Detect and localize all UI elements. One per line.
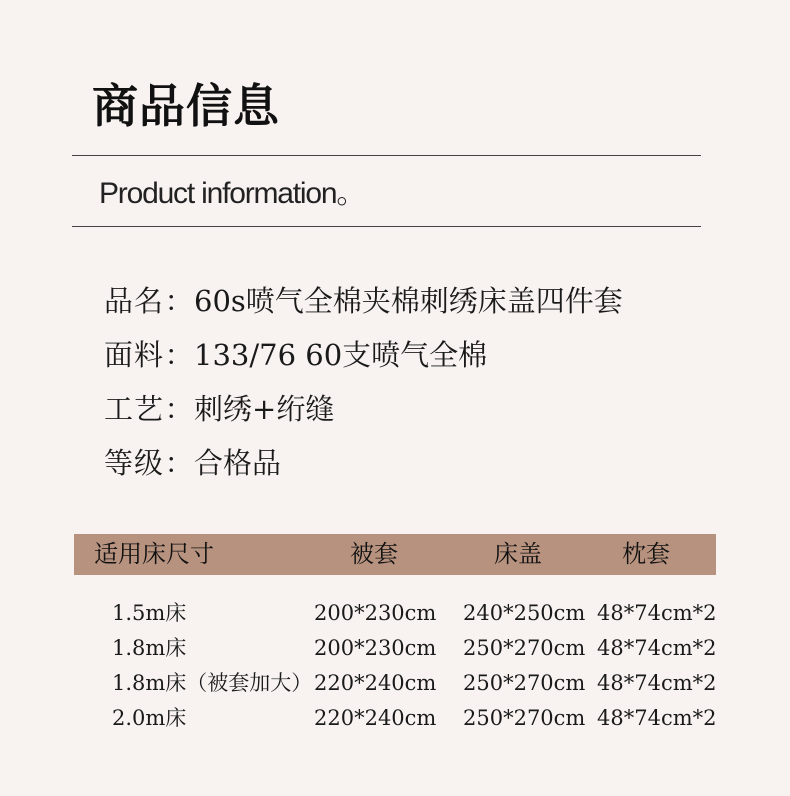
table-cell: 240*250cm: [463, 601, 586, 625]
size-table-body: [0, 596, 790, 736]
info-label: 工艺: [104, 392, 165, 426]
page-subtitle: Product information。: [99, 177, 366, 210]
top-divider: [72, 155, 701, 156]
table-cell: 200*230cm: [314, 636, 437, 660]
info-row-name: [104, 274, 623, 328]
product-info-list: [104, 274, 623, 490]
table-cell: 1.8m床: [112, 636, 187, 660]
bottom-divider: [72, 226, 701, 227]
info-row-craft: [104, 382, 623, 436]
table-row: [0, 701, 790, 736]
table-cell: 250*270cm: [463, 671, 586, 695]
table-cell: 1.8m床（被套加大）: [112, 671, 313, 695]
table-cell: 2.0m床: [112, 706, 187, 730]
table-cell: 48*74cm*2: [597, 706, 717, 730]
page-title: 商品信息: [92, 79, 280, 133]
column-header-pillowcase: 枕套: [622, 540, 670, 568]
info-value: 60s喷气全棉夹棉刺绣床盖四件套: [194, 284, 623, 318]
table-row: [0, 666, 790, 701]
size-table-header: [74, 534, 716, 575]
table-cell: 48*74cm*2: [597, 671, 717, 695]
column-header-bed-size: 适用床尺寸: [94, 540, 214, 568]
table-cell: 250*270cm: [463, 636, 586, 660]
info-separator: ：: [164, 284, 194, 318]
table-cell: 220*240cm: [314, 671, 437, 695]
column-header-bedspread: 床盖: [494, 540, 542, 568]
info-label: 等级: [104, 446, 165, 480]
info-value: 133/76 60支喷气全棉: [194, 338, 488, 372]
table-cell: 220*240cm: [314, 706, 437, 730]
info-separator: ：: [164, 392, 194, 426]
table-cell: 250*270cm: [463, 706, 586, 730]
info-value: 刺绣+绗缝: [194, 392, 335, 426]
column-header-duvet-cover: 被套: [350, 540, 398, 568]
info-separator: ：: [164, 446, 194, 480]
table-cell: 200*230cm: [314, 601, 437, 625]
info-row-grade: [104, 436, 623, 490]
info-row-fabric: [104, 328, 623, 382]
table-row: [0, 631, 790, 666]
table-row: [0, 596, 790, 631]
info-value: 合格品: [194, 446, 282, 480]
table-cell: 48*74cm*2: [597, 601, 717, 625]
info-label: 面料: [104, 338, 165, 372]
table-cell: 1.5m床: [112, 601, 187, 625]
table-cell: 48*74cm*2: [597, 636, 717, 660]
info-separator: ：: [164, 338, 194, 372]
info-label: 品名: [104, 284, 165, 318]
